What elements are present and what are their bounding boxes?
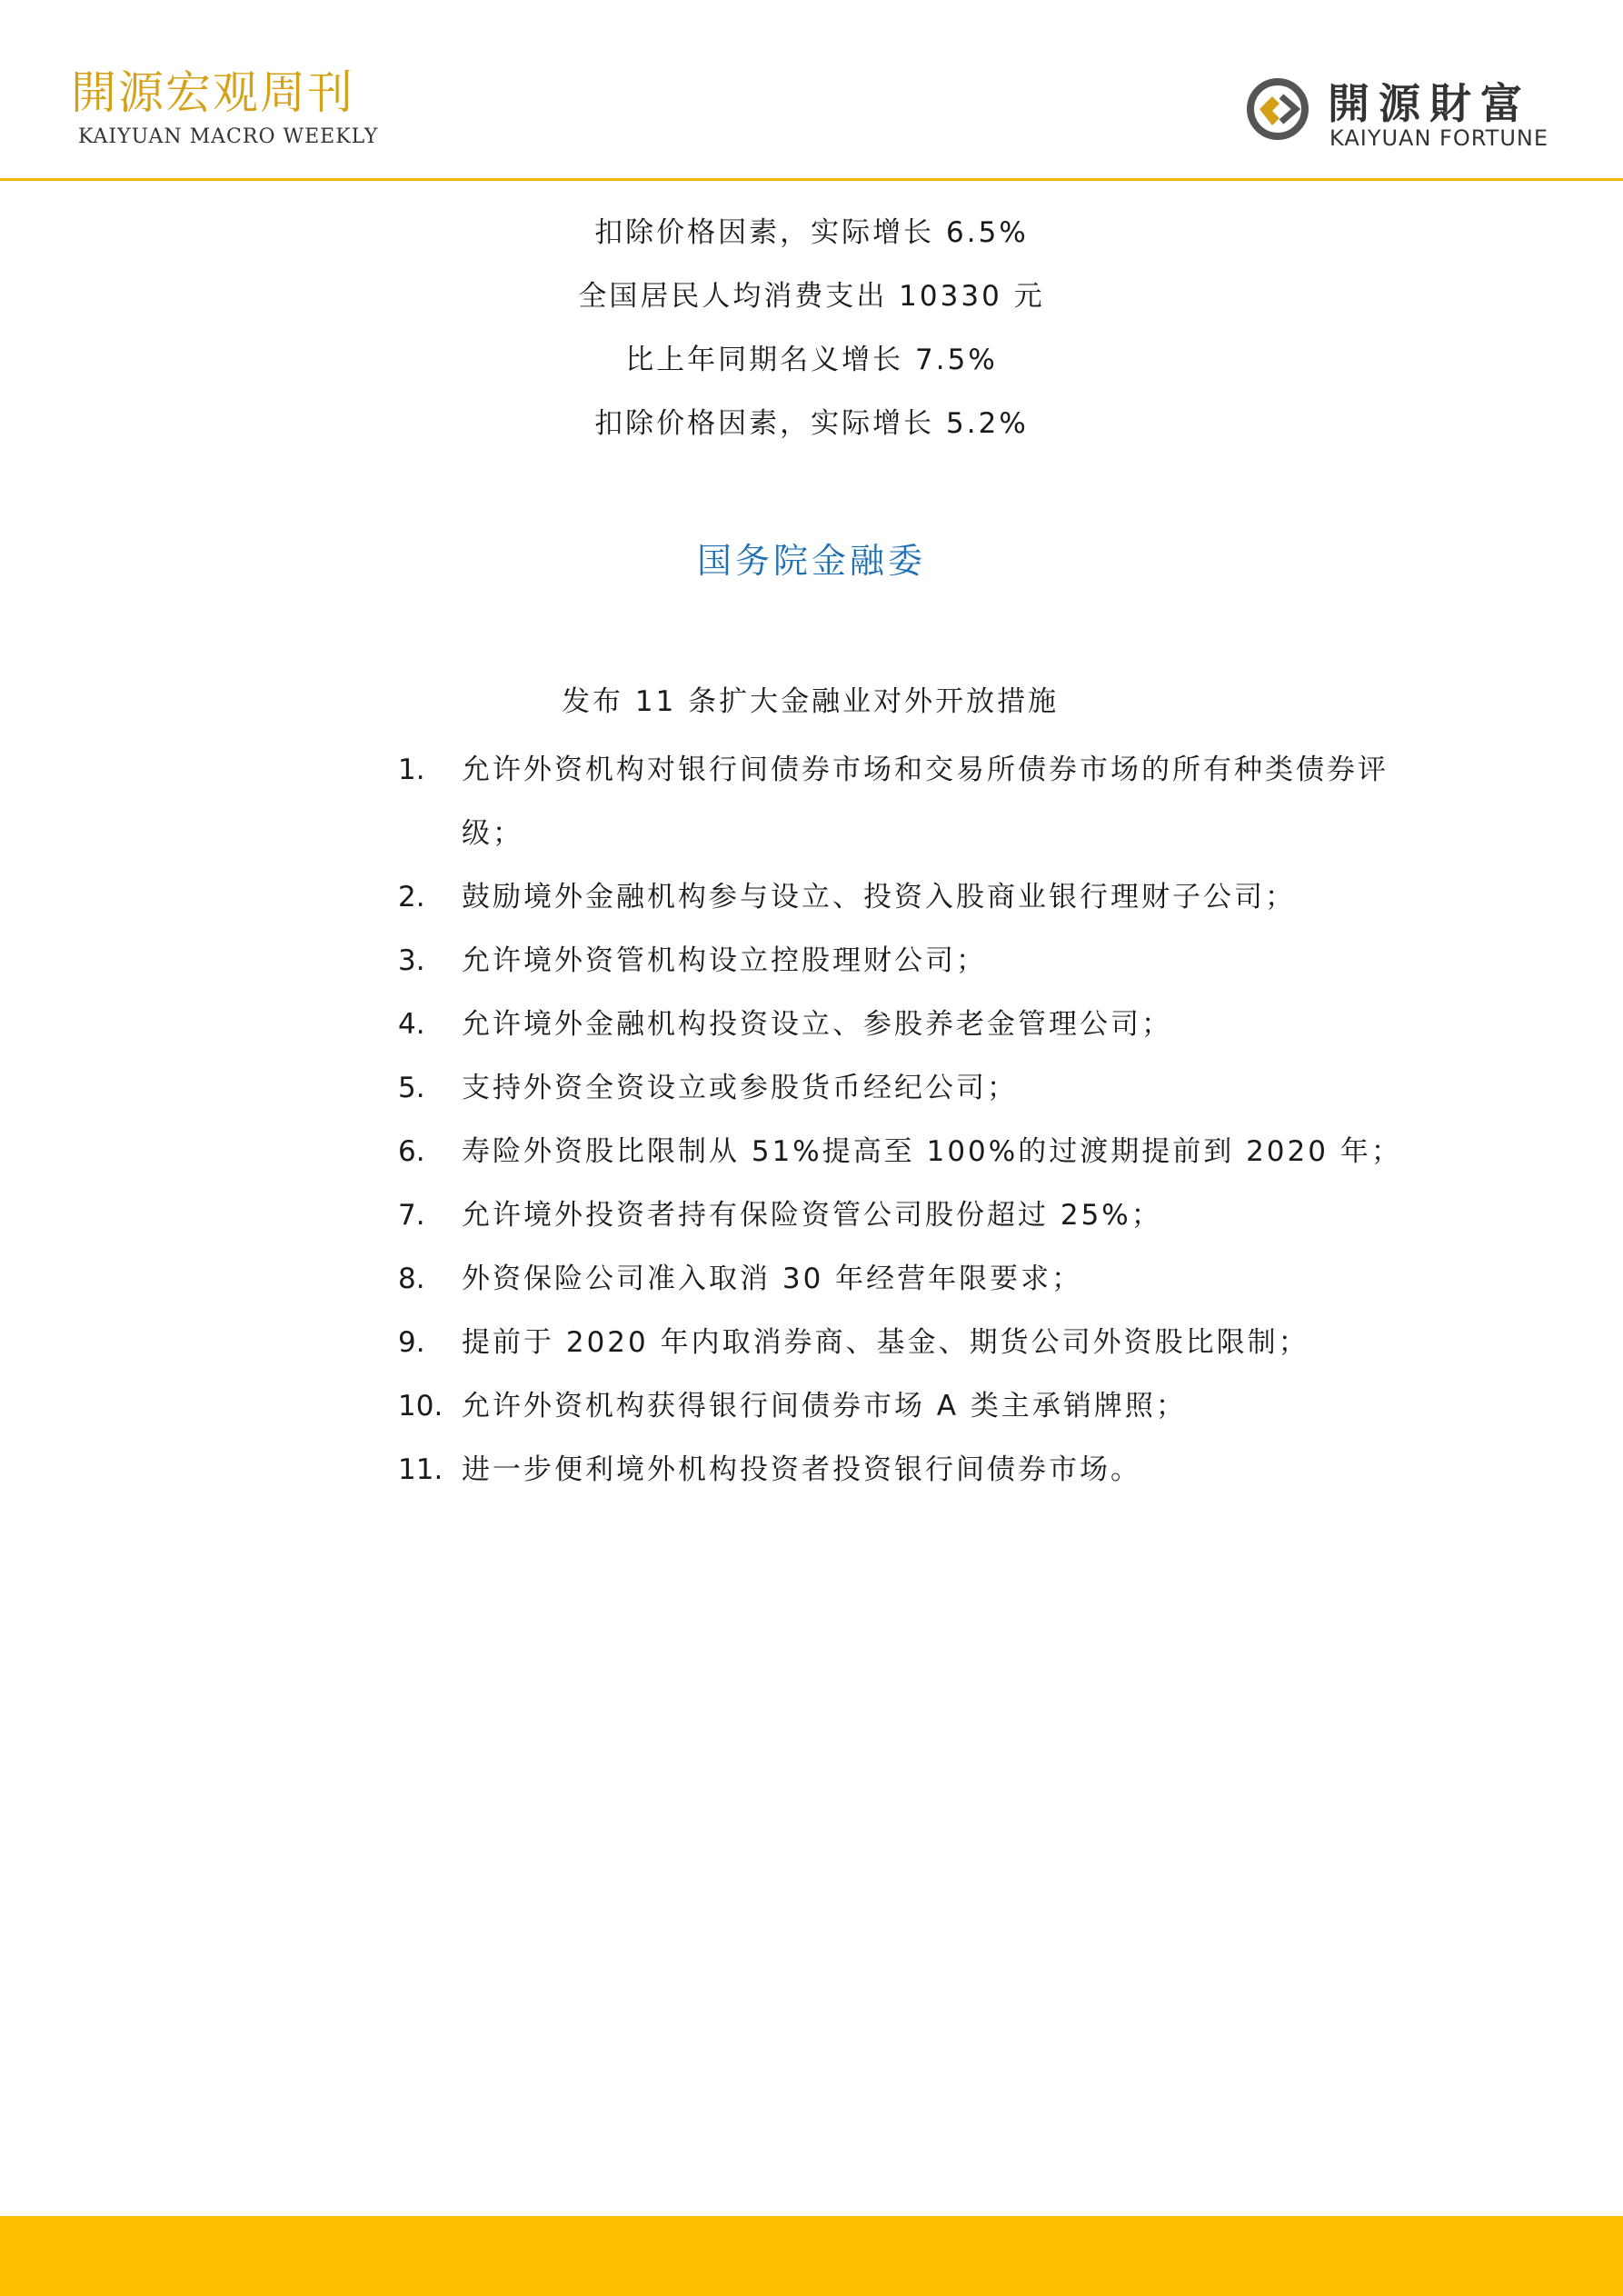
list-item (398, 1438, 1416, 1502)
list-item (398, 993, 1416, 1056)
list-item (398, 1247, 1416, 1311)
item-number: 1. (398, 754, 425, 786)
publication-subtitle: KAIYUAN MACRO WEEKLY (78, 125, 379, 148)
measures-list (398, 738, 1416, 1502)
item-number: 11. (398, 1453, 443, 1486)
item-number: 8. (398, 1263, 425, 1295)
item-text: 外资保险公司准入取消 30 年经营年限要求； (462, 1263, 1083, 1295)
brand-name-cn: 開源財富 (1328, 79, 1531, 128)
list-heading: 发布 11 条扩大金融业对外开放措施 (562, 685, 1060, 718)
item-text: 支持外资全资设立或参股货币经纪公司； (462, 1072, 1018, 1104)
list-item (398, 1120, 1416, 1183)
item-text: 鼓励境外金融机构参与设立、投资入股商业银行理财子公司； (462, 881, 1296, 913)
item-text: 进一步便利境外机构投资者投资银行间债券市场。 (462, 1453, 1141, 1486)
item-text: 允许外资机构获得银行间债券市场 A 类主承销牌照； (462, 1390, 1187, 1423)
footer-bar (0, 2216, 1623, 2296)
item-text: 允许境外投资者持有保险资管公司股份超过 25%； (462, 1199, 1162, 1232)
brand-name-en: KAIYUAN FORTUNE (1329, 125, 1549, 151)
section-title: 国务院金融委 (696, 541, 926, 581)
brand-mark-icon (1241, 73, 1314, 145)
list-item (398, 1183, 1416, 1247)
item-number: 2. (398, 881, 425, 913)
nominal-growth-line: 比上年同期名义增长 7.5% (625, 344, 998, 376)
list-item (398, 1374, 1416, 1438)
real-growth-line: 扣除价格因素，实际增长 5.2% (594, 407, 1029, 440)
item-text: 提前于 2020 年内取消券商、基金、期货公司外资股比限制； (462, 1326, 1309, 1359)
item-text: 允许境外金融机构投资设立、参股养老金管理公司； (462, 1008, 1172, 1041)
consumption-line: 全国居民人均消费支出 10330 元 (578, 280, 1045, 313)
item-text: 允许外资机构对银行间债券市场和交易所债券市场的所有种类债券评级； (462, 754, 1389, 850)
item-number: 3. (398, 944, 425, 977)
item-text: 寿险外资股比限制从 51%提高至 100%的过渡期提前到 2020 年； (462, 1135, 1402, 1168)
item-number: 10. (398, 1390, 443, 1423)
list-item (398, 929, 1416, 993)
header-divider (0, 178, 1623, 181)
item-number: 4. (398, 1008, 425, 1041)
item-number: 7. (398, 1199, 425, 1232)
list-item (398, 1311, 1416, 1374)
brand-logo (1241, 67, 1568, 158)
list-item (398, 1056, 1416, 1120)
item-number: 9. (398, 1326, 425, 1359)
item-text: 允许境外资管机构设立控股理财公司； (462, 944, 987, 977)
list-item (398, 865, 1416, 929)
publication-title: 開源宏观周刊 (71, 66, 354, 119)
item-number: 5. (398, 1072, 425, 1104)
list-item (398, 738, 1416, 865)
item-number: 6. (398, 1135, 425, 1168)
income-line: 扣除价格因素，实际增长 6.5% (594, 216, 1029, 249)
